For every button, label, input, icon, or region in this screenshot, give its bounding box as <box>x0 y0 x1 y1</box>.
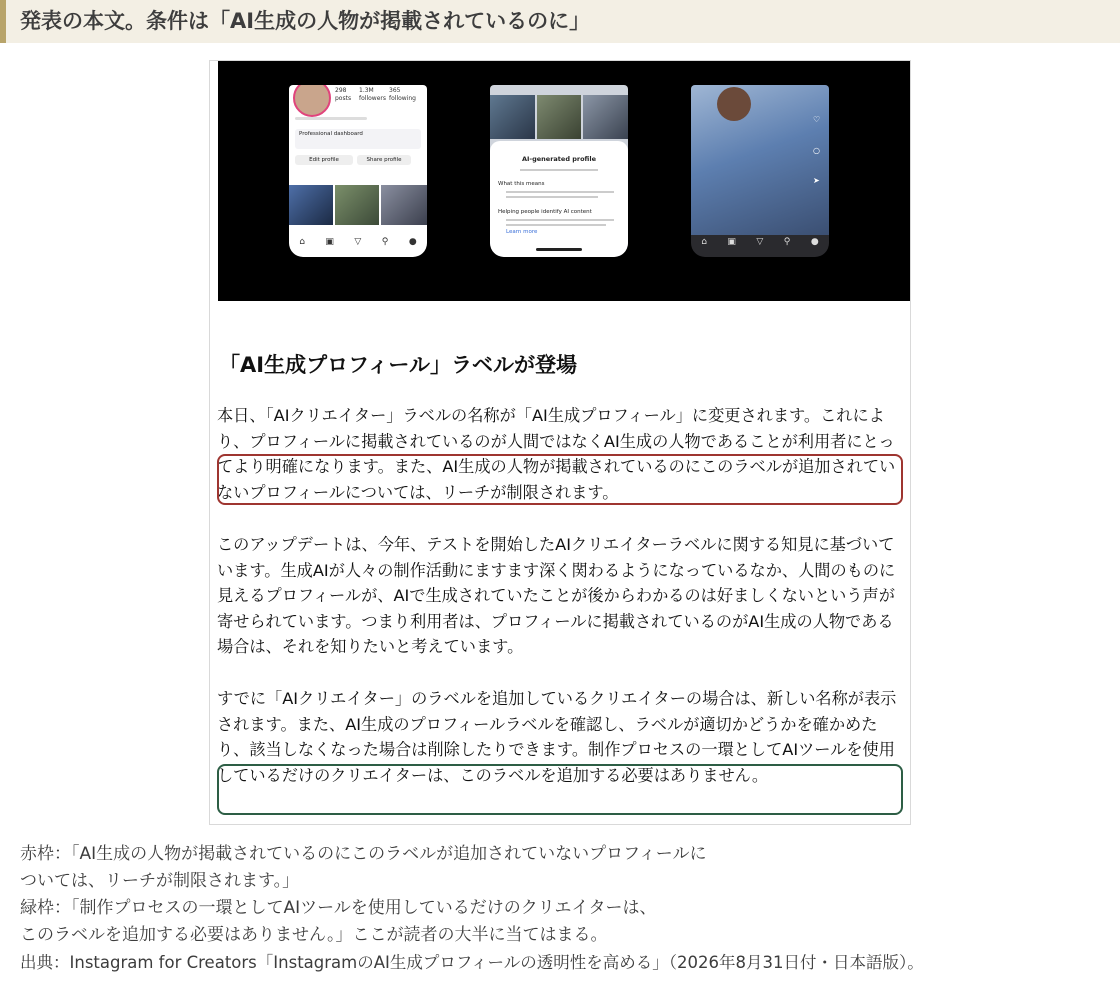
grid-photo <box>335 185 379 225</box>
posts-count: 298 <box>335 87 347 94</box>
caption-green-line-2: このラベルを追加する必要はありません。」ここが読者の大半に当てはまる。 <box>20 925 608 945</box>
profile-icon: ● <box>408 237 417 247</box>
reel-action-icons <box>813 115 823 185</box>
bottom-nav <box>289 237 427 251</box>
sheet-subtitle-line <box>520 169 598 171</box>
phone-mockup-reel <box>691 85 829 257</box>
search-icon: ⚲ <box>381 237 389 247</box>
sheet-text-line <box>506 191 614 193</box>
ai-label-sheet <box>490 141 628 257</box>
sheet-title: AI-generated profile <box>521 155 597 163</box>
article-paragraph-2: このアップデートは、今年、テストを開始したAIクリエイターラベルに関する知見に基づいています。生成AIが人々の制作活動にますます深く関わるようになっているなか、人間のものに見えるプロフィールが、AIで生成されていたことが後からわかるのは好ましくないという声が寄せられています。つまり利用者は、プロフィールに掲載されているのがAI生成の人物である場合は、それを知りたいと考えています。 <box>217 535 896 657</box>
profile-icon: ● <box>810 237 819 247</box>
sheet-text-line <box>506 224 606 226</box>
grid-photo <box>537 95 581 139</box>
followers-label: followers <box>359 95 386 102</box>
home-indicator <box>536 248 582 251</box>
page-title: 発表の本文。条件は「AI生成の人物が掲載されているのに」 <box>20 9 591 33</box>
following-count: 365 <box>389 87 401 94</box>
edit-profile-button: Edit profile <box>295 155 353 165</box>
share-profile-button: Share profile <box>357 155 411 165</box>
reels-icon: ▣ <box>325 237 334 247</box>
bottom-nav <box>691 237 829 251</box>
caption-source: 出典：Instagram for Creators「InstagramのAI生成プロフィールの透明性を高める」（2026年8月31日付・日本語版）。 <box>20 953 924 972</box>
hero-image <box>218 61 910 301</box>
comment-icon: ○ <box>813 145 820 155</box>
sheet-text-line <box>506 196 598 198</box>
grid-photo <box>289 185 333 225</box>
followers-count: 1.3M <box>359 87 374 94</box>
article-screenshot <box>209 60 911 825</box>
following-label: following <box>389 95 416 102</box>
selfie-photo <box>691 85 829 235</box>
home-icon: ⌂ <box>701 237 707 247</box>
posts-label: posts <box>335 95 352 102</box>
search-icon: ⚲ <box>783 237 791 247</box>
grid-photo <box>381 185 427 225</box>
reels-icon: ▣ <box>727 237 736 247</box>
article-paragraph-3: すでに「AIクリエイター」のラベルを追加しているクリエイターの場合は、新しい名称が表示されます。また、AI生成のプロフィールラベルを確認し、ラベルが適切かどうかを確かめたり、該当しなくなった場合は削除したりできます。制作プロセスの一環としてAIツールを使用しているだけのクリエイターは、このラベルを追加する必要はありません。 <box>217 689 897 785</box>
selfie-face <box>717 87 751 121</box>
sheet-item-what: What this means <box>498 181 545 187</box>
article-title: 「AI生成プロフィール」ラベルが登場 <box>219 353 577 377</box>
caption-red-line-2: ついては、リーチが制限されます。」 <box>20 871 300 891</box>
grid-photo <box>490 95 535 139</box>
professional-dashboard: Professional dashboard <box>295 129 421 149</box>
learn-more-link: Learn more <box>506 229 538 235</box>
article-paragraph-1: 本日、「AIクリエイター」ラベルの名称が「AI生成プロフィール」に変更されます。これにより、プロフィールに掲載されているのが人間ではなくAI生成の人物であることが利用者にとってより明確になります。また、AI生成の人物が掲載されているのにこのラベルが追加されていないプロフィールについては、リーチが制限されます。 <box>217 406 896 502</box>
grid-photo <box>583 95 628 139</box>
avatar <box>293 85 331 117</box>
bio-line <box>295 117 367 120</box>
send-icon: ▽ <box>354 237 362 247</box>
share-icon: ➤ <box>813 176 820 185</box>
send-icon: ▽ <box>756 237 764 247</box>
heart-icon: ♡ <box>813 115 821 124</box>
home-icon: ⌂ <box>299 237 305 247</box>
phone-mockup-profile <box>289 85 427 257</box>
caption-red-line-1: 赤枠：「AI生成の人物が掲載されているのにこのラベルが追加されていないプロフィールに <box>20 844 707 864</box>
phone-mockup-ai-sheet <box>490 85 628 257</box>
caption-green-line-1: 緑枠：「制作プロセスの一環としてAIツールを使用しているだけのクリエイターは、 <box>20 898 657 918</box>
sheet-text-line <box>506 219 614 221</box>
page-header <box>0 0 1120 43</box>
sheet-item-helping: Helping people identify AI content <box>498 209 592 215</box>
